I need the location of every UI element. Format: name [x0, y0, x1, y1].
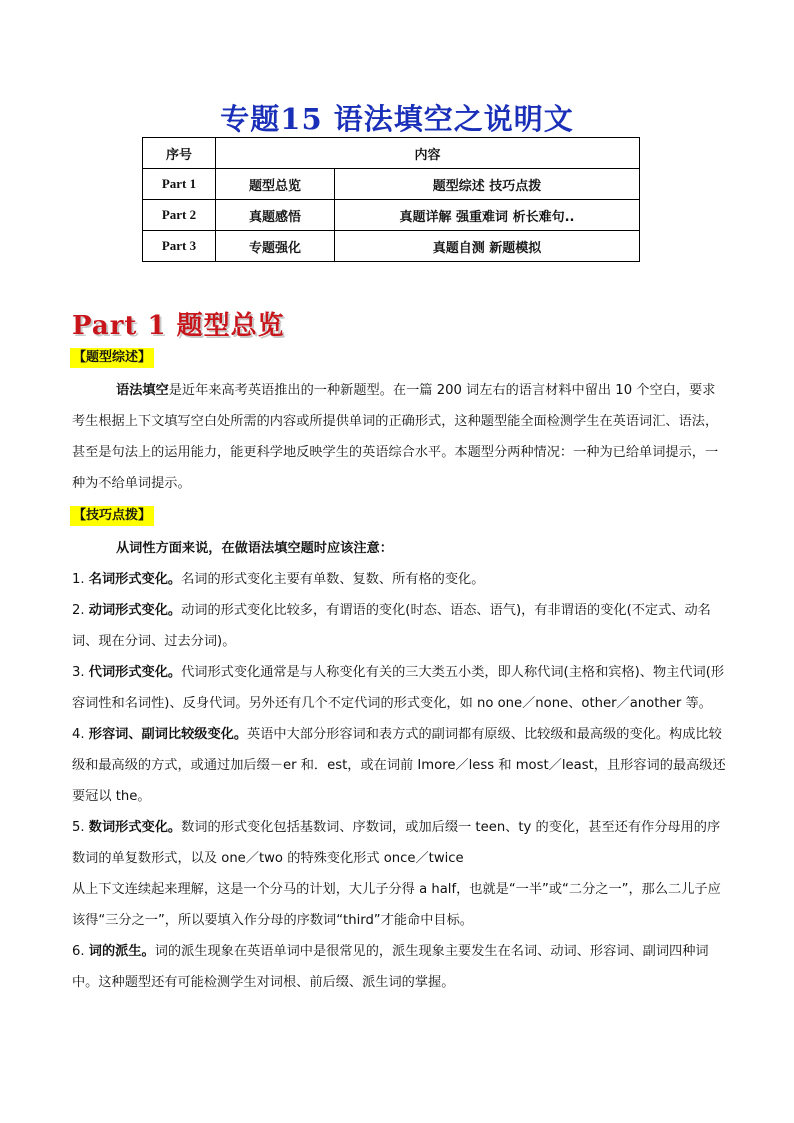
- item-bold: 名词形式变化。: [88, 572, 182, 587]
- tips-tag: 【技巧点拨】: [70, 506, 154, 526]
- item-text: 名词的形式变化主要有单数、复数、所有格的变化。: [181, 572, 485, 587]
- table-header-row: [143, 138, 640, 169]
- list-item: [72, 595, 726, 657]
- row-detail: 真题详解 强重难词 析长难句..: [335, 200, 640, 231]
- item-number: 5.: [72, 820, 85, 835]
- item-number: 4.: [72, 727, 85, 742]
- list-item: [72, 812, 726, 874]
- row-detail: 题型综述 技巧点拨: [335, 169, 640, 200]
- item-text: 英语中大部分形容词和表方式的副词都有原级、比较级和最高级的变化。构成比较级和最高级的方式，或通过加后缀－er 和．est，或在词前 Imore／less 和 most／least，且形容词的最高级还要冠以 the。: [72, 727, 726, 804]
- item-bold: 代词形式变化。: [88, 665, 182, 680]
- list-item: [72, 936, 726, 998]
- tips-section: [72, 533, 726, 998]
- item-number: 6.: [72, 944, 85, 959]
- item-number: 3.: [72, 665, 85, 680]
- row-detail: 真题自测 新题模拟: [335, 231, 640, 262]
- header-cell-number: 序号: [143, 138, 216, 169]
- overview-tag: 【题型综述】: [70, 348, 154, 368]
- item-text: 代词形式变化通常是与人称变化有关的三大类五小类，即人称代词(主格和宾格)、物主代词(形容词性和名词性)、反身代词。另外还有几个不定代词的形式变化，如 no one／none、other／another 等。: [72, 665, 725, 711]
- overview-paragraph: [72, 375, 726, 499]
- item-number: 1.: [72, 572, 85, 587]
- header-cell-content: 内容: [216, 138, 640, 169]
- overview-bold-term: 语法填空: [116, 383, 169, 398]
- contents-table: [142, 137, 640, 262]
- row-part: Part 2: [143, 200, 216, 231]
- table-row: [143, 200, 640, 231]
- part1-heading: Part 1 题型总览: [72, 311, 285, 341]
- table-row: [143, 231, 640, 262]
- row-name: 真题感悟: [216, 200, 335, 231]
- row-name: 专题强化: [216, 231, 335, 262]
- item-bold: 动词形式变化。: [88, 603, 182, 618]
- list-item-continuation: [72, 874, 726, 936]
- item-bold: 数词形式变化。: [88, 820, 182, 835]
- document-title: 专题15 语法填空之说明文: [220, 102, 574, 136]
- row-part: Part 1: [143, 169, 216, 200]
- item-bold: 词的派生。: [88, 944, 155, 959]
- row-part: Part 3: [143, 231, 216, 262]
- item-text: 从上下文连续起来理解，这是一个分马的计划，大儿子分得 a half，也就是“一半”或“二分之一”，那么二儿子应该得“三分之一”，所以要填入作分母的序数词“third”才能命中目标。: [72, 882, 721, 928]
- tips-intro: 从词性方面来说，在做语法填空题时应该注意：: [116, 541, 393, 556]
- item-number: 2.: [72, 603, 85, 618]
- item-bold: 形容词、副词比较级变化。: [88, 727, 248, 742]
- row-name: 题型总览: [216, 169, 335, 200]
- list-item: [72, 719, 726, 812]
- item-text: 动词的形式变化比较多，有谓语的变化(时态、语态、语气)，有非谓语的变化(不定式、动名词、现在分词、过去分词)。: [72, 603, 711, 649]
- item-text: 词的派生现象在英语单词中是很常见的，派生现象主要发生在名词、动词、形容词、副词四种词中。这种题型还有可能检测学生对词根、前后缀、派生词的掌握。: [72, 944, 709, 990]
- list-item: [72, 657, 726, 719]
- table-row: [143, 169, 640, 200]
- overview-text: 是近年来高考英语推出的一种新题型。在一篇 200 词左右的语言材料中留出 10 个空白，要求考生根据上下文填写空白处所需的内容或所提供单词的正确形式，这种题型能全面检测学生在英语词汇、语法，甚至是句法上的运用能力，能更科学地反映学生的英语综合水平。本题型分两种情况：一种为已给单词提示，一种为不给单词提示。: [72, 383, 719, 491]
- item-text: 数词的形式变化包括基数词、序数词，或加后缀一 teen、ty 的变化，甚至还有作分母用的序数词的单复数形式，以及 one／two 的特殊变化形式 once／twice: [72, 820, 721, 866]
- list-item: [72, 564, 726, 595]
